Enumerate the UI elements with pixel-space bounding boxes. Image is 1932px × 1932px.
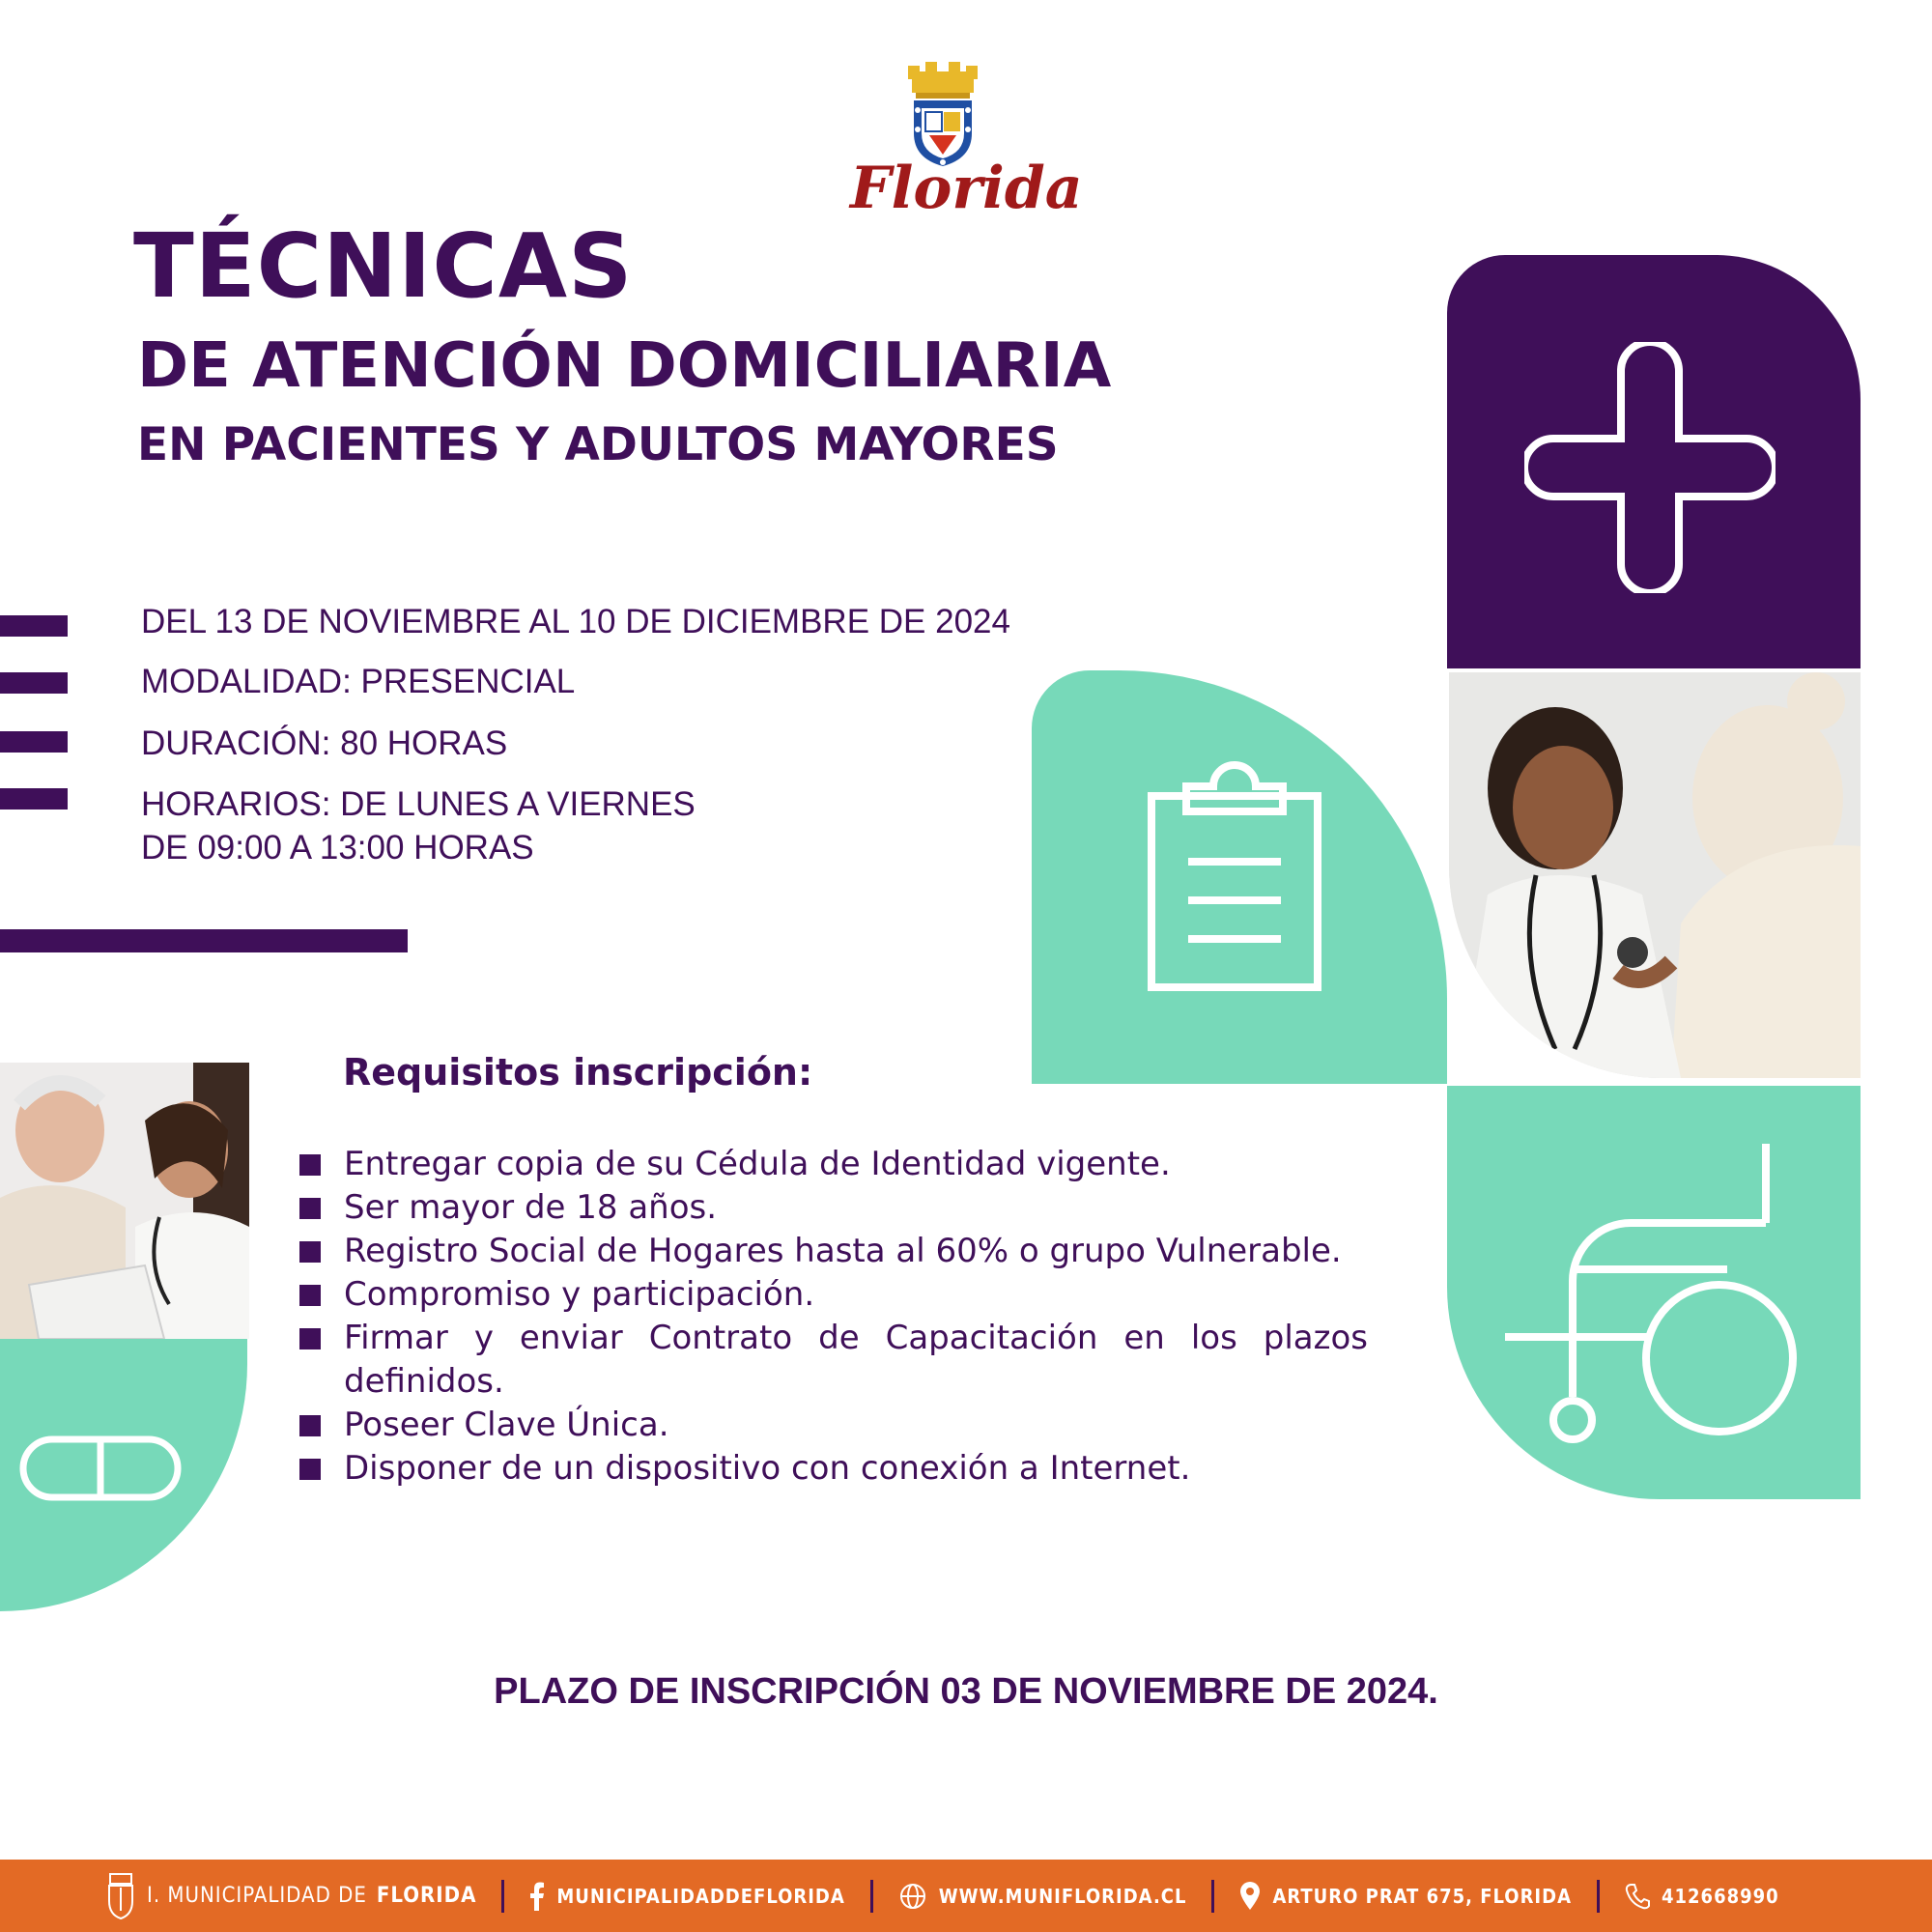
clipboard-tile bbox=[1032, 670, 1447, 1084]
footer-separator bbox=[870, 1880, 873, 1913]
title-line-1: TÉCNICAS bbox=[133, 214, 634, 318]
footer-facebook[interactable] bbox=[529, 1882, 844, 1911]
footer-website[interactable] bbox=[898, 1882, 1187, 1911]
footer-separator bbox=[1211, 1880, 1214, 1913]
requirement-item: Firmar y enviar Contrato de Capacitación en los plazos definidos. bbox=[299, 1317, 1368, 1404]
pill-icon bbox=[19, 1435, 184, 1503]
footer-separator bbox=[501, 1880, 504, 1913]
footer-phone[interactable] bbox=[1625, 1883, 1779, 1910]
footer-facebook-label: MUNICIPALIDADDEFLORIDA bbox=[556, 1884, 845, 1908]
requirements-list bbox=[299, 1143, 1368, 1491]
elderly-man-nurse-illustration bbox=[0, 1063, 249, 1339]
course-schedule-days: HORARIOS: DE LUNES A VIERNES bbox=[141, 785, 696, 823]
footer-website-label: WWW.MUNIFLORIDA.CL bbox=[938, 1884, 1187, 1908]
photo-elderly-man-nurse bbox=[0, 1063, 249, 1339]
course-duration: DURACIÓN: 80 HORAS bbox=[141, 724, 508, 762]
decorative-bar bbox=[0, 672, 68, 694]
requirement-item: Ser mayor de 18 años. bbox=[299, 1186, 1368, 1230]
photo-nurse-patient bbox=[1449, 672, 1861, 1078]
coat-of-arms-icon bbox=[106, 1872, 135, 1920]
footer-address-label: ARTURO PRAT 675, FLORIDA bbox=[1272, 1884, 1572, 1908]
cross-icon bbox=[1524, 342, 1776, 593]
course-dates: DEL 13 DE NOVIEMBRE AL 10 DE DICIEMBRE DE 2024 bbox=[141, 603, 1010, 640]
cross-tile bbox=[1447, 255, 1861, 668]
nurse-patient-illustration bbox=[1449, 672, 1861, 1078]
coat-of-arms-icon bbox=[860, 60, 1082, 166]
footer-address bbox=[1239, 1882, 1572, 1911]
section-divider bbox=[0, 929, 408, 952]
location-pin-icon bbox=[1239, 1882, 1261, 1911]
deadline-text: PLAZO DE INSCRIPCIÓN 03 DE NOVIEMBRE DE 2024. bbox=[494, 1671, 1438, 1712]
requirements-title: Requisitos inscripción: bbox=[343, 1051, 813, 1094]
globe-icon bbox=[898, 1882, 927, 1911]
requirement-item: Poseer Clave Única. bbox=[299, 1404, 1368, 1447]
footer-separator bbox=[1597, 1880, 1600, 1913]
wheelchair-tile bbox=[1447, 1086, 1861, 1499]
phone-icon bbox=[1625, 1883, 1650, 1910]
footer-municipality-name: FLORIDA bbox=[376, 1884, 477, 1908]
clipboard-icon bbox=[1146, 757, 1329, 999]
requirement-item: Disponer de un dispositivo con conexión a Internet. bbox=[299, 1447, 1368, 1491]
pill-tile bbox=[0, 1339, 247, 1611]
footer-municipality bbox=[106, 1872, 476, 1920]
requirement-item: Registro Social de Hogares hasta al 60% o grupo Vulnerable. bbox=[299, 1230, 1368, 1273]
logo-wordmark: Florida bbox=[850, 155, 1083, 222]
requirement-item: Compromiso y participación. bbox=[299, 1273, 1368, 1317]
wheelchair-icon bbox=[1505, 1144, 1814, 1443]
course-schedule-hours: DE 09:00 A 13:00 HORAS bbox=[141, 829, 534, 867]
title-line-3: EN PACIENTES Y ADULTOS MAYORES bbox=[137, 418, 1059, 471]
title-line-2: DE ATENCIÓN DOMICILIARIA bbox=[137, 330, 1112, 402]
footer-municipality-prefix: I. MUNICIPALIDAD DE bbox=[147, 1884, 367, 1908]
requirement-item: Entregar copia de su Cédula de Identidad vigente. bbox=[299, 1143, 1368, 1186]
footer-phone-label: 412668990 bbox=[1662, 1884, 1779, 1908]
decorative-bar bbox=[0, 788, 68, 810]
course-modality: MODALIDAD: PRESENCIAL bbox=[141, 663, 576, 700]
decorative-bar bbox=[0, 731, 68, 753]
registration-deadline bbox=[0, 1671, 1932, 1713]
decorative-bar bbox=[0, 615, 68, 637]
footer-bar bbox=[0, 1860, 1932, 1932]
facebook-icon bbox=[529, 1882, 545, 1911]
